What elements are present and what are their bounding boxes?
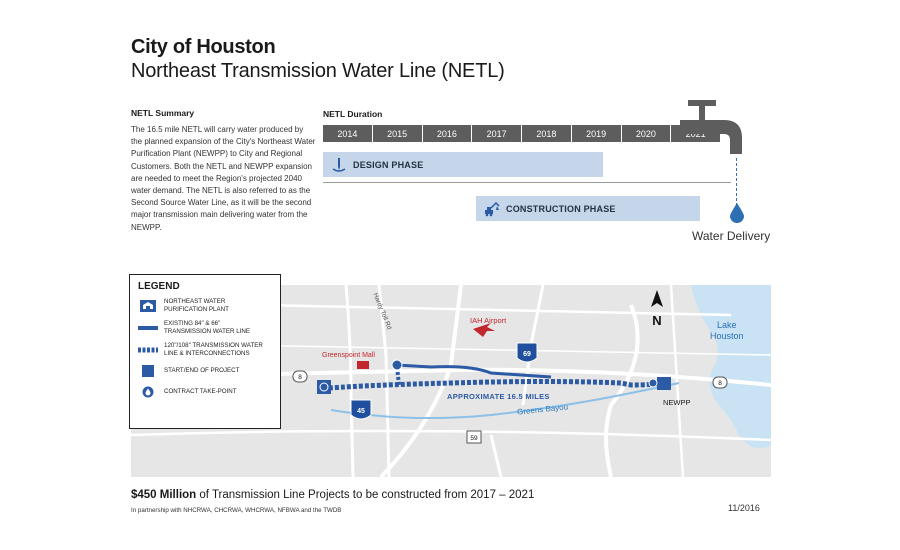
- legend-item-label: NORTHEAST WATER PURIFICATION PLANT: [164, 298, 229, 313]
- interstate-shield-45: [351, 400, 371, 419]
- legend-item-take-point: [138, 385, 272, 399]
- lake-label-line-1: Lake: [717, 320, 737, 330]
- legend-item-label: START/END OF PROJECT: [164, 367, 240, 375]
- legend-title: LEGEND: [138, 281, 180, 292]
- legend-item-label: 120"/108" TRANSMISSION WATER LINE & INTERCONNECTIONS: [164, 342, 263, 357]
- summary-text: The 16.5 mile NETL will carry water produced by the planned expansion of the City's Northeast Water Purification Plant (NEWPP) to City and Regional Customers. Both the NETL and NEWPP expansion are needed to meet the Region's projected 2040 water demand. The NETL is also referred to as the Second Source Water Line, as it will be the second major transmission main delivering water from the NEWPP.: [131, 125, 316, 232]
- lake-label-line-2: Houston: [710, 331, 744, 341]
- year-bar: [323, 125, 720, 142]
- newpp-label: NEWPP: [663, 398, 691, 407]
- year-cell: 2020: [622, 125, 671, 142]
- lake-houston-label: [710, 320, 744, 342]
- take-point: [320, 383, 328, 391]
- year-cell: 2016: [423, 125, 472, 142]
- mall-icon: [357, 361, 369, 369]
- construction-phase-label: CONSTRUCTION PHASE: [506, 203, 616, 214]
- design-phase-label: DESIGN PHASE: [353, 159, 424, 170]
- svg-text:59: 59: [470, 435, 478, 442]
- year-cell: 2019: [572, 125, 621, 142]
- footer-summary: [131, 489, 534, 501]
- legend-item-new-line: [138, 342, 272, 357]
- legend-item-existing-line: [138, 320, 272, 335]
- duration-heading: NETL Duration: [323, 109, 383, 119]
- project-end-square: [657, 377, 671, 390]
- square-icon: [138, 364, 158, 378]
- greens-bayou-label: Greens Bayou: [516, 402, 569, 417]
- footer-partners: In partnership with NHCRWA, CHCRWA, WHCRWA, NFBWA and the TWDB: [131, 507, 342, 514]
- svg-text:8: 8: [298, 374, 302, 381]
- water-drop-icon: [730, 203, 744, 223]
- legend-item-start-end: [138, 364, 272, 378]
- iah-airport-label: IAH Airport: [470, 316, 507, 325]
- state-shield-8-left: [293, 371, 307, 382]
- drop-icon: [138, 385, 158, 399]
- svg-text:69: 69: [523, 351, 531, 358]
- dashed-line-icon: [138, 343, 158, 357]
- water-delivery-label: Water Delivery: [692, 229, 771, 243]
- construction-phase-bar: [476, 196, 700, 221]
- hardy-toll-road-label: Hardy Toll Rd: [371, 292, 393, 331]
- take-point: [649, 379, 657, 387]
- year-cell: 2014: [323, 125, 372, 142]
- interstate-shield-69: [517, 343, 537, 362]
- distance-label: APPROXIMATE 16.5 MILES: [447, 392, 550, 401]
- design-phase-bar: [323, 152, 603, 177]
- airplane-icon: [473, 323, 495, 337]
- svg-text:8: 8: [718, 380, 722, 387]
- drafting-icon: [331, 157, 347, 173]
- year-cell: 2015: [373, 125, 422, 142]
- state-shield-8-right: [713, 377, 727, 388]
- take-point: [392, 360, 402, 370]
- north-letter: N: [652, 313, 662, 328]
- delivery-dashed-line: [736, 158, 737, 206]
- svg-text:45: 45: [357, 408, 365, 415]
- north-arrow-icon: [651, 290, 663, 307]
- year-cell: 2017: [472, 125, 521, 142]
- map-legend: [129, 274, 281, 429]
- project-line: [329, 382, 661, 389]
- legend-item-label: CONTRACT TAKE-POINT: [164, 388, 237, 396]
- faucet-icon: [678, 96, 748, 186]
- timeline-divider: [323, 182, 731, 183]
- lake-houston: [691, 285, 771, 448]
- greenspoint-mall-label: Greenspoint Mall: [322, 352, 375, 359]
- solid-line-icon: [138, 321, 158, 335]
- excavator-icon: [484, 201, 500, 217]
- plant-icon: [138, 299, 158, 313]
- footer-main-text: of Transmission Line Projects to be constructed from 2017 – 2021: [196, 489, 535, 501]
- us-shield-59: [467, 431, 481, 443]
- footer-amount: $450 Million: [131, 489, 197, 501]
- footer-date: 11/2016: [728, 503, 760, 513]
- page-subtitle: Northeast Transmission Water Line (NETL): [131, 60, 505, 82]
- legend-item-plant: [138, 298, 272, 313]
- page-title: City of Houston: [131, 36, 276, 58]
- year-cell: 2018: [522, 125, 571, 142]
- legend-item-label: EXISTING 84" & 66" TRANSMISSION WATER LINE: [164, 320, 250, 335]
- summary-heading: NETL Summary: [131, 108, 195, 118]
